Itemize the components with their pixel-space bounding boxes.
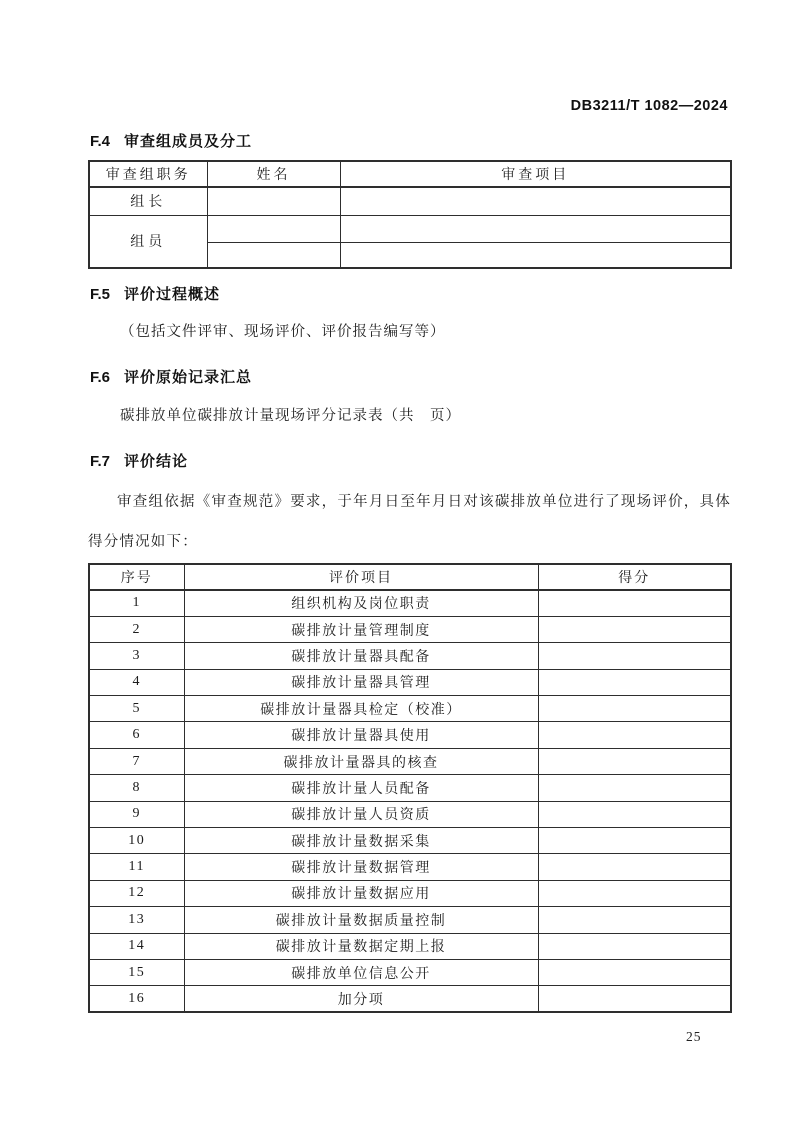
row-number-cell: 6 (89, 722, 184, 748)
section-f7-title: 评价结论 (124, 453, 189, 470)
evaluation-item-cell: 碳排放计量人员资质 (184, 801, 538, 827)
section-f4-number: F.4 (90, 133, 111, 150)
score-table-row (89, 907, 731, 933)
score-table-row (89, 986, 731, 1012)
score-table (88, 563, 732, 1013)
row-number-cell: 8 (89, 775, 184, 801)
row-number-cell: 10 (89, 828, 184, 854)
leader-name-cell (207, 187, 340, 215)
member2-name-cell (207, 242, 340, 268)
row-number-cell: 7 (89, 748, 184, 774)
score-col-no: 序号 (89, 564, 184, 590)
member2-items-cell (340, 242, 731, 268)
doc-code: DB3211/T 1082—2024 (570, 98, 728, 114)
section-f4-title: 审查组成员及分工 (124, 133, 253, 150)
section-f6-heading (90, 366, 252, 387)
score-table-row (89, 854, 731, 880)
score-cell (538, 933, 731, 959)
member-role-cell: 组员 (89, 215, 207, 268)
evaluation-item-cell: 碳排放计量器具的核查 (184, 748, 538, 774)
score-col-item: 评价项目 (184, 564, 538, 590)
score-cell (538, 616, 731, 642)
row-number-cell: 15 (89, 959, 184, 985)
evaluation-item-cell: 碳排放计量数据应用 (184, 880, 538, 906)
row-number-cell: 9 (89, 801, 184, 827)
evaluation-item-cell: 碳排放计量器具配备 (184, 643, 538, 669)
score-cell (538, 828, 731, 854)
team-col-name: 姓名 (207, 161, 340, 187)
score-table-row (89, 959, 731, 985)
score-table-row (89, 801, 731, 827)
score-table-row (89, 696, 731, 722)
score-table-row (89, 933, 731, 959)
score-table-row (89, 722, 731, 748)
score-table-row (89, 880, 731, 906)
member1-items-cell (340, 215, 731, 242)
score-table-header-row (89, 564, 731, 590)
row-number-cell: 1 (89, 590, 184, 616)
row-number-cell: 3 (89, 643, 184, 669)
leader-role-cell: 组长 (89, 187, 207, 215)
score-cell (538, 643, 731, 669)
score-cell (538, 854, 731, 880)
row-number-cell: 16 (89, 986, 184, 1012)
score-table-row (89, 616, 731, 642)
team-col-items: 审查项目 (340, 161, 731, 187)
f6-note: 碳排放单位碳排放计量现场评分记录表（共 页） (120, 408, 461, 424)
row-number-cell: 13 (89, 907, 184, 933)
score-cell (538, 880, 731, 906)
score-table-row (89, 748, 731, 774)
evaluation-item-cell: 加分项 (184, 986, 538, 1012)
score-table-body (89, 590, 731, 1012)
section-f5-title: 评价过程概述 (124, 286, 221, 303)
score-cell (538, 907, 731, 933)
score-cell (538, 722, 731, 748)
score-table-row (89, 775, 731, 801)
review-team-table (88, 160, 732, 269)
evaluation-item-cell: 碳排放计量管理制度 (184, 616, 538, 642)
score-cell (538, 590, 731, 616)
f7-paragraph: 审查组依据《审查规范》要求，于年月日至年月日对该碳排放单位进行了现场评价，具体得分情况如下： (88, 494, 731, 550)
page-number: 25 (686, 1029, 702, 1044)
evaluation-item-cell: 碳排放计量人员配备 (184, 775, 538, 801)
score-cell (538, 669, 731, 695)
score-table-row (89, 590, 731, 616)
score-cell (538, 775, 731, 801)
evaluation-item-cell: 碳排放单位信息公开 (184, 959, 538, 985)
f5-note: （包括文件评审、现场评价、评价报告编写等） (120, 324, 446, 340)
evaluation-item-cell: 碳排放计量器具使用 (184, 722, 538, 748)
row-number-cell: 14 (89, 933, 184, 959)
section-f6-number: F.6 (90, 369, 111, 386)
score-col-score: 得分 (538, 564, 731, 590)
evaluation-item-cell: 碳排放计量数据采集 (184, 828, 538, 854)
section-f5-number: F.5 (90, 286, 111, 303)
row-number-cell: 2 (89, 616, 184, 642)
score-cell (538, 696, 731, 722)
row-number-cell: 11 (89, 854, 184, 880)
score-table-row (89, 828, 731, 854)
evaluation-item-cell: 碳排放计量数据管理 (184, 854, 538, 880)
score-table-row (89, 643, 731, 669)
evaluation-item-cell: 碳排放计量数据定期上报 (184, 933, 538, 959)
section-f4-heading (90, 130, 252, 151)
score-cell (538, 959, 731, 985)
leader-items-cell (340, 187, 731, 215)
member1-name-cell (207, 215, 340, 242)
section-f6-title: 评价原始记录汇总 (124, 369, 253, 386)
score-cell (538, 801, 731, 827)
evaluation-item-cell: 组织机构及岗位职责 (184, 590, 538, 616)
row-number-cell: 4 (89, 669, 184, 695)
evaluation-item-cell: 碳排放计量器具管理 (184, 669, 538, 695)
score-cell (538, 986, 731, 1012)
score-cell (538, 748, 731, 774)
evaluation-item-cell: 碳排放计量器具检定（校准） (184, 696, 538, 722)
row-number-cell: 12 (89, 880, 184, 906)
section-f5-heading (90, 283, 220, 304)
section-f7-heading (90, 450, 188, 471)
section-f7-number: F.7 (90, 453, 111, 470)
row-number-cell: 5 (89, 696, 184, 722)
score-table-row (89, 669, 731, 695)
evaluation-item-cell: 碳排放计量数据质量控制 (184, 907, 538, 933)
team-col-role: 审查组职务 (89, 161, 207, 187)
